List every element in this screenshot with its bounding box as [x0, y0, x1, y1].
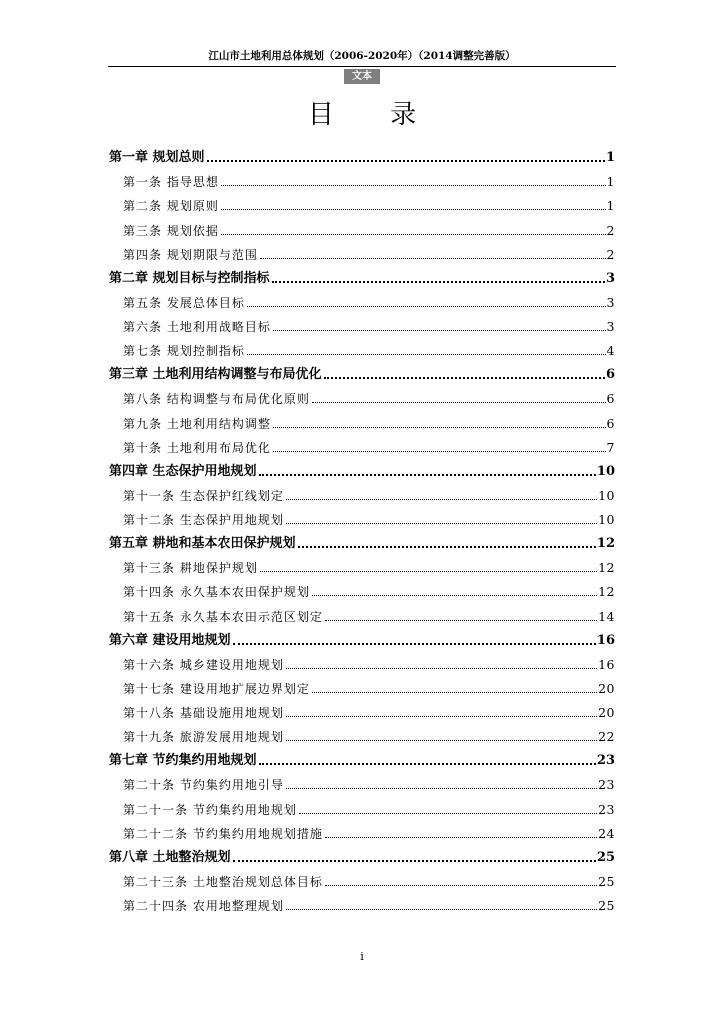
toc-entry-label: 第二十一条 节约集约用地规划 [123, 802, 297, 817]
dot-leader [298, 546, 596, 548]
dot-leader [233, 860, 596, 862]
dot-leader [260, 258, 606, 259]
toc-entry-page: 25 [596, 849, 615, 865]
dot-leader [312, 692, 597, 693]
toc-entry-page: 20 [598, 705, 615, 720]
dot-leader [324, 377, 605, 379]
toc-article-entry[interactable] [109, 552, 615, 576]
toc-entry-label: 第三条 规划依据 [123, 223, 219, 238]
toc-entry-page: 22 [598, 729, 615, 745]
dot-leader [312, 595, 597, 596]
toc-chapter-entry[interactable] [109, 456, 615, 480]
toc-entry-page: 20 [598, 680, 615, 696]
toc-article-entry[interactable] [109, 287, 615, 311]
toc-article-entry[interactable] [109, 335, 615, 359]
toc-entry-page: 12 [598, 584, 615, 600]
toc-entry-label: 第四章 生态保护用地规划 [109, 463, 257, 479]
toc-article-entry[interactable] [109, 890, 615, 914]
toc-article-entry[interactable] [109, 793, 615, 817]
toc-entry-label: 第十二条 生态保护用地规划 [123, 513, 284, 527]
toc-article-entry[interactable] [109, 697, 615, 721]
toc-article-entry[interactable] [109, 866, 615, 890]
toc-entry-page: 1 [606, 198, 615, 214]
dot-leader [272, 281, 605, 283]
dot-leader [325, 837, 597, 838]
toc-entry-label: 第十七条 建设用地扩展边界划定 [123, 681, 310, 696]
toc-entry-page: 10 [596, 463, 615, 479]
toc-entry-page: 14 [598, 608, 615, 624]
toc-entry-label: 第二章 规划目标与控制指标 [109, 270, 270, 286]
toc-entry-page: 23 [596, 753, 615, 769]
toc-entry-page: 16 [596, 632, 615, 648]
toc-article-entry[interactable] [109, 769, 615, 793]
toc-article-entry[interactable] [109, 600, 615, 624]
dot-leader [259, 474, 596, 476]
dot-leader [286, 788, 597, 789]
page-number: i [360, 950, 364, 963]
toc-entry-label: 第五章 耕地和基本农田保护规划 [109, 536, 296, 552]
toc-article-entry[interactable] [109, 480, 615, 504]
toc-entry-page: 2 [606, 222, 615, 238]
toc-entry-label: 第九条 土地利用结构调整 [123, 416, 271, 431]
toc-entry-page: 23 [598, 801, 615, 817]
toc-entry-page: 7 [606, 439, 615, 455]
toc-entry-page: 12 [598, 560, 615, 576]
toc-chapter-entry[interactable] [109, 142, 615, 166]
toc-entry-label: 第十九条 旅游发展用地规划 [123, 730, 284, 745]
toc-article-entry[interactable] [109, 239, 615, 263]
toc-entry-page: 6 [606, 415, 615, 431]
toc-entry-page: 3 [605, 270, 615, 286]
toc-entry-label: 第二条 规划原则 [123, 199, 219, 214]
toc-entry-page: 1 [605, 150, 615, 166]
toc-article-entry[interactable] [109, 673, 615, 697]
toc-entry-label: 第二十条 节约集约用地引导 [123, 778, 284, 793]
toc-entry-label: 第五条 发展总体目标 [123, 295, 245, 310]
dot-leader [247, 354, 606, 355]
toc-entry-page: 1 [606, 174, 615, 190]
toc-entry-label: 第十五条 永久基本农田示范区划定 [123, 609, 323, 624]
toc-entry-label: 第十三条 耕地保护规划 [123, 561, 258, 576]
toc-entry-page: 6 [606, 391, 615, 407]
toc-entry-label: 第十条 土地利用布局优化 [123, 440, 271, 455]
toc-article-entry[interactable] [109, 166, 615, 190]
toc-article-entry[interactable] [109, 721, 615, 745]
toc-entry-label: 第八章 土地整治规划 [109, 849, 231, 865]
dot-leader [207, 160, 605, 162]
dot-leader [221, 234, 606, 235]
toc-entry-label: 第二十三条 土地整治规划总体目标 [123, 874, 323, 889]
toc-article-entry[interactable] [109, 383, 615, 407]
toc-entry-label: 第七条 规划控制指标 [123, 344, 245, 359]
section-tag-badge: 文本 [344, 69, 380, 84]
toc-entry-page: 10 [598, 512, 615, 527]
dot-leader [273, 330, 606, 331]
toc-entry-label: 第二十四条 农用地整理规划 [123, 899, 284, 913]
dot-leader [286, 716, 597, 717]
dot-leader [221, 209, 606, 210]
toc-entry-page: 25 [598, 898, 615, 913]
dot-leader [259, 763, 596, 765]
toc-entry-page: 2 [606, 246, 615, 262]
toc-entry-page: 24 [598, 825, 615, 841]
toc-article-entry[interactable] [109, 504, 615, 528]
toc-entry-label: 第十八条 基础设施用地规划 [123, 706, 284, 720]
toc-entry-page: 6 [605, 367, 615, 383]
toc-chapter-entry[interactable] [109, 842, 615, 866]
dot-leader [325, 885, 597, 886]
dot-leader [260, 571, 597, 572]
toc-chapter-entry[interactable] [109, 745, 615, 769]
toc-entry-page: 3 [606, 319, 615, 334]
toc-entry-page: 12 [596, 536, 615, 552]
toc-chapter-entry[interactable] [109, 625, 615, 649]
toc-entry-label: 第三章 土地利用结构调整与布局优化 [109, 367, 322, 383]
dot-leader [286, 523, 597, 524]
toc-article-entry[interactable] [109, 311, 615, 335]
toc-entry-label: 第六章 建设用地规划 [109, 632, 231, 648]
dot-leader [286, 499, 597, 500]
toc-entry-label: 第十六条 城乡建设用地规划 [123, 657, 284, 672]
toc-entry-label: 第四条 规划期限与范围 [123, 247, 258, 262]
dot-leader [286, 909, 597, 910]
table-of-contents [109, 142, 615, 914]
dot-leader [247, 306, 606, 307]
toc-entry-label: 第十一条 生态保护红线划定 [123, 488, 284, 503]
toc-heading: 目 录 [307, 100, 441, 130]
toc-entry-label: 第一章 规划总则 [109, 150, 205, 166]
toc-entry-page: 16 [598, 656, 615, 672]
dot-leader [221, 185, 606, 186]
toc-entry-page: 10 [598, 487, 615, 503]
toc-article-entry[interactable] [109, 818, 615, 842]
toc-chapter-entry[interactable] [109, 528, 615, 552]
dot-leader [273, 451, 606, 452]
toc-entry-label: 第一条 指导思想 [123, 175, 219, 190]
dot-leader [325, 620, 597, 621]
dot-leader [312, 402, 606, 403]
toc-article-entry[interactable] [109, 407, 615, 431]
toc-entry-page: 3 [606, 294, 615, 310]
header-divider [108, 66, 616, 67]
toc-chapter-entry[interactable] [109, 359, 615, 383]
toc-article-entry[interactable] [109, 649, 615, 673]
toc-entry-label: 第二十二条 节约集约用地规划措施 [123, 826, 323, 841]
toc-article-entry[interactable] [109, 576, 615, 600]
toc-article-entry[interactable] [109, 432, 615, 456]
running-header-title: 江山市土地利用总体规划（2006-2020年）（2014调整完善版） [208, 50, 516, 62]
toc-entry-label: 第六条 土地利用战略目标 [123, 320, 271, 334]
toc-entry-label: 第十四条 永久基本农田保护规划 [123, 585, 310, 600]
toc-entry-page: 4 [606, 343, 615, 359]
dot-leader [286, 668, 597, 669]
toc-article-entry[interactable] [109, 214, 615, 238]
toc-chapter-entry[interactable] [109, 263, 615, 287]
dot-leader [299, 813, 597, 814]
dot-leader [273, 427, 606, 428]
toc-entry-label: 第八条 结构调整与布局优化原则 [123, 392, 310, 407]
dot-leader [233, 643, 596, 645]
toc-entry-label: 第七章 节约集约用地规划 [109, 753, 257, 769]
dot-leader [286, 740, 597, 741]
toc-article-entry[interactable] [109, 190, 615, 214]
toc-entry-page: 23 [598, 777, 615, 793]
toc-entry-page: 25 [598, 873, 615, 889]
